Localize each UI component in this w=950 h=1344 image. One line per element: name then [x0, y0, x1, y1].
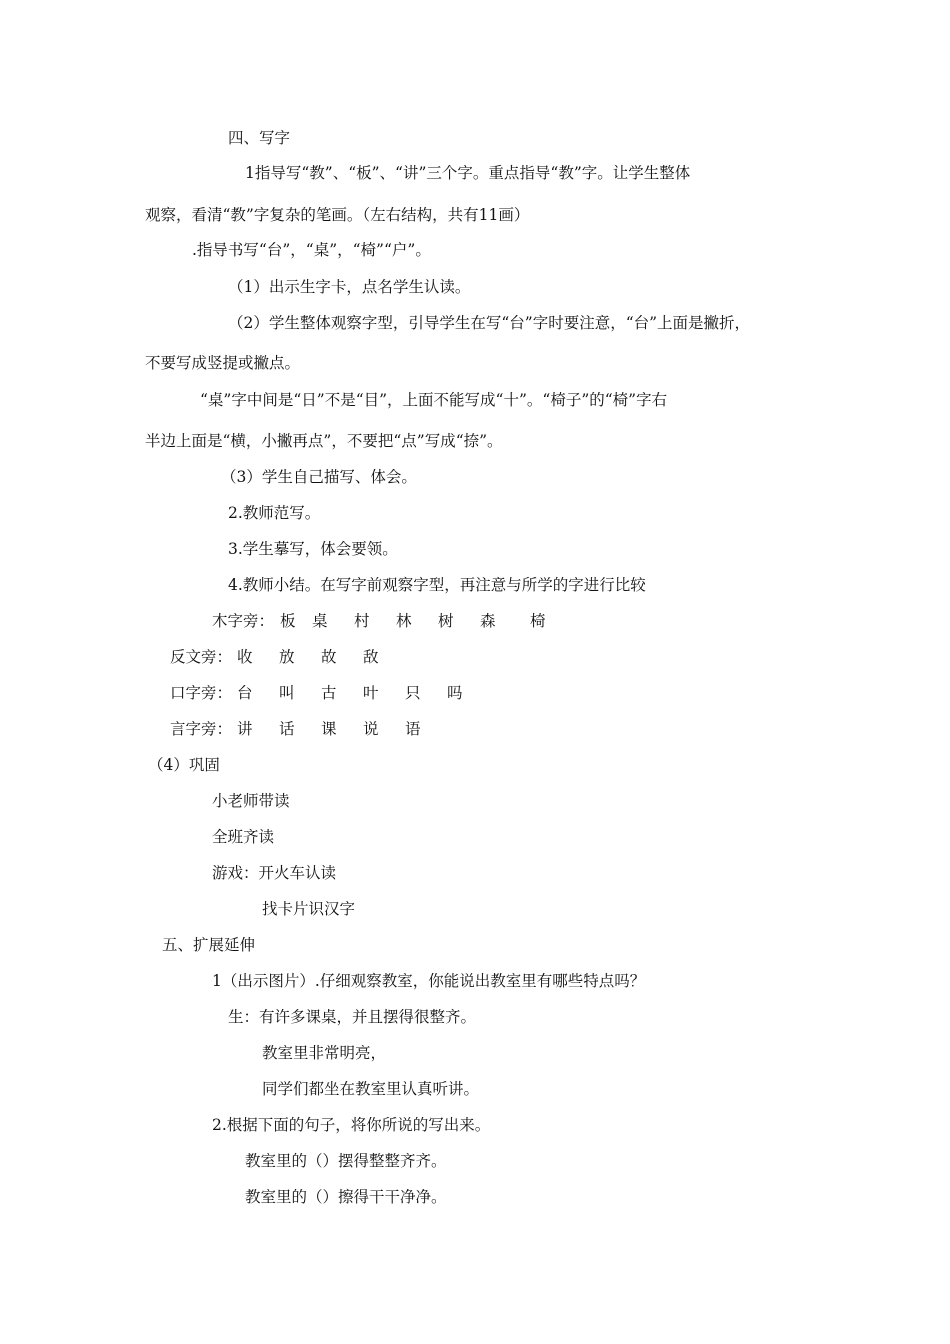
paragraph-1-line-1: 1指导写“教”、“板”、“讲”三个字。重点指导“教”字。让学生整体	[245, 164, 691, 182]
step-note-line-1: “桌”字中间是“日”不是“目”，上面不能写成“十”。“椅子”的“椅”字右	[200, 391, 668, 409]
radical-row-speech	[0, 719, 950, 739]
paragraph-1-line-2: 观察，看清“教”字复杂的笔画。（左右结构，共有11画）	[145, 206, 530, 224]
step-note-line-2: 半边上面是“横，小撇再点”，不要把“点”写成“捺”。	[145, 432, 503, 450]
answer-2: 教室里非常明亮，	[262, 1044, 387, 1062]
step-2-line-1: （2）学生整体观察字型，引导学生在写“台”字时要注意，“台”上面是撇折，	[228, 314, 751, 332]
radical-char: 只	[405, 684, 421, 702]
radical-label: 口字旁：	[170, 684, 233, 702]
step-1: （1）出示生字卡，点名学生认读。	[228, 278, 471, 296]
radical-char: 课	[321, 720, 337, 738]
radical-row-wood	[0, 611, 950, 631]
radical-char: 话	[279, 720, 295, 738]
item-4: 4.教师小结。在写字前观察字型，再注意与所学的字进行比较	[228, 576, 646, 594]
paragraph-2: .指导书写“台”，“桌”，“椅”“户”。	[192, 241, 431, 259]
section-5-heading: 五、扩展延伸	[162, 936, 256, 954]
consolidate-item: 小老师带读	[212, 792, 290, 810]
radical-row-wen	[0, 647, 950, 667]
radical-char: 林	[396, 612, 412, 630]
radical-char: 敌	[363, 648, 379, 666]
radical-label: 木字旁：	[212, 612, 275, 630]
radical-char: 森	[480, 612, 496, 630]
radical-char: 收	[237, 648, 253, 666]
radical-char: 说	[363, 720, 379, 738]
radical-char: 叫	[279, 684, 295, 702]
radical-char: 椅	[530, 612, 546, 630]
consolidate-item: 游戏：开火车认读	[212, 864, 337, 882]
answer-3: 同学们都坐在教室里认真听讲。	[262, 1080, 480, 1098]
consolidate-item: 找卡片识汉字	[262, 900, 356, 918]
radical-char: 吗	[447, 684, 463, 702]
radical-char: 板	[280, 612, 296, 630]
radical-char: 台	[237, 684, 253, 702]
fill-blank-1: 教室里的（）摆得整整齐齐。	[245, 1152, 447, 1170]
radical-char: 放	[279, 648, 295, 666]
radical-char: 故	[321, 648, 337, 666]
radical-char: 树	[438, 612, 454, 630]
radical-row-mouth	[0, 683, 950, 703]
radical-char: 语	[405, 720, 421, 738]
fill-blank-2: 教室里的（）擦得干干净净。	[245, 1188, 447, 1206]
radical-char: 讲	[237, 720, 253, 738]
radical-char: 古	[321, 684, 337, 702]
answer-1: 生：有许多课桌，并且摆得很整齐。	[228, 1008, 477, 1026]
radical-char: 叶	[363, 684, 379, 702]
consolidate-heading: （4）巩固	[148, 756, 220, 774]
consolidate-item: 全班齐读	[212, 828, 275, 846]
step-3: （3）学生自己描写、体会。	[221, 468, 417, 486]
question-2: 2.根据下面的句子，将你所说的写出来。	[212, 1116, 491, 1134]
radical-char: 村	[354, 612, 370, 630]
item-2: 2.教师范写。	[228, 504, 321, 522]
step-2-line-2: 不要写成竖提或撇点。	[145, 354, 301, 372]
radical-char: 桌	[312, 612, 328, 630]
item-3: 3.学生摹写，体会要领。	[228, 540, 398, 558]
radical-label: 言字旁：	[170, 720, 233, 738]
radical-label: 反文旁：	[170, 648, 233, 666]
section-4-heading: 四、写字	[228, 129, 291, 147]
question-1: 1（出示图片）.仔细观察教室，你能说出教室里有哪些特点吗？	[212, 972, 646, 990]
